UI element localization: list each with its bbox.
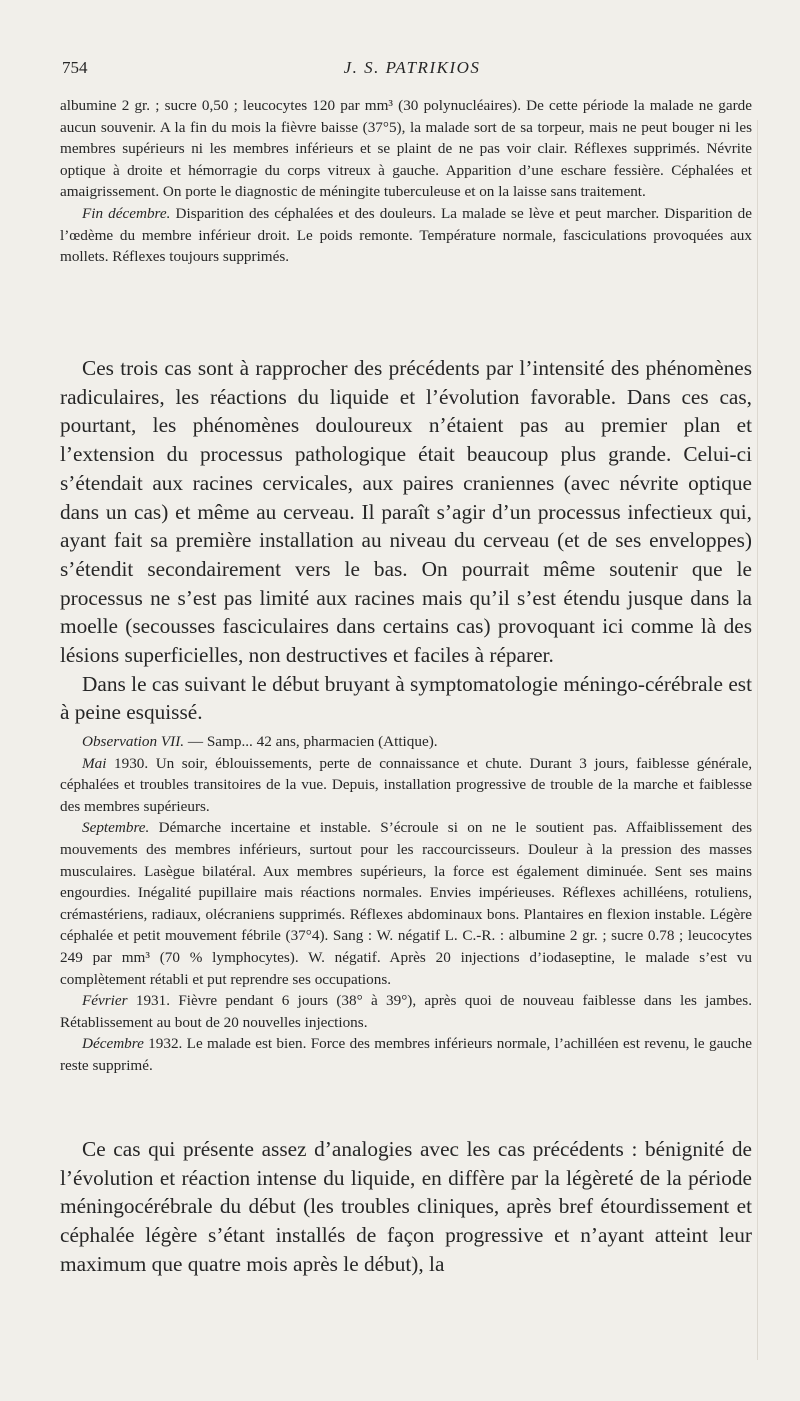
transition-paragraph: Dans le cas suivant le début bruyant à symptomatologie méningo-cérébrale est à peine esquissé. xyxy=(60,671,752,725)
observation-heading xyxy=(60,731,752,753)
paragraph-text: — Samp... 42 ans, pharmacien (Attique). xyxy=(184,733,438,750)
paragraph-text: 1931. Fièvre pendant 6 jours (38° à 39°), après quoi de nouveau faiblesse dans les jambes. Rétablissement au bout de 20 nouvelles injections. xyxy=(60,992,752,1031)
date-lead: Septembre. xyxy=(82,819,150,837)
observation-vii xyxy=(60,731,752,1077)
paragraph-text: Disparition des céphalées et des douleurs. La malade se lève et peut marcher. Disparition de l’œdème du membre inférieur droit. Le poids remonte. Température normale, fasciculations provoquées aux mollets. Réflexes toujours supprimés. xyxy=(60,204,752,266)
observation-entry-decembre xyxy=(60,1033,752,1076)
paragraph-text: Démarche incertaine et instable. S’écroule si on ne le soutient pas. Affaiblissement des mouvements des membres inférieurs, surtout pour les raccourcisseurs. Douleur à la pression des masses musculaires. Lasègue bilatéral. Aux membres supérieurs, la force est également diminuée. Sent ses mains engourdies. Inégalité pupillaire mais réactions normales. Envies impérieuses. Réflexes achilléens, rotuliens, crémastériens, radiaux, olécraniens supprimés. Réflexes abdominaux bons. Plantaires en flexion instable. Légère céphalée et petit mouvement fébrile (37°4). Sang : W. négatif L. C.-R. : albumine 2 gr. ; sucre 0.78 ; leucocytes 249 par mm³ (70 % lymphocytes). W. négatif. Après 20 injections d’iodaseptine, le malade s’est vu complètement rétabli et put reprendre ses occupations. xyxy=(60,819,752,988)
closing-discussion xyxy=(60,1135,752,1279)
case-paragraph: albumine 2 gr. ; sucre 0,50 ; leucocytes 120 par mm³ (30 polynucléaires). De cette période la malade ne garde aucun souvenir. A la fin du mois la fièvre baisse (37°5), la malade sort de sa torpeur, mais ne peut bouger ni les membres supérieurs ni les membres inférieurs et se plaint de ne pas voir clair. Réflexes supprimés. Névrite optique à droite et hémorragie du corps vitreux à gauche. Apparition d’une eschare fessière. Céphalées et amaigrissement. On porte le diagnostic de méningite tuberculeuse et on la laisse sans traitement. xyxy=(60,97,752,201)
paragraph-text: 1930. Un soir, éblouissements, perte de connaissance et chute. Durant 3 jours, faiblesse générale, céphalées et troubles transitoires de la vue. Depuis, installation progressive de trouble de la marche et faiblesse des membres supérieurs. xyxy=(60,754,752,815)
date-lead: Fin décembre. xyxy=(82,204,171,222)
date-lead: Février xyxy=(82,992,128,1010)
closing-paragraph: Ce cas qui présente assez d’analogies avec les cas précédents : bénignité de l’évolution et réaction intense du liquide, en diffère par la légèreté de la période méningocérébrale du début (les troubles cliniques, après bref étourdissement et céphalée légère s’étant installés de façon progressive et n’ayant atteint leur maximum que quatre mois après le début), la xyxy=(60,1137,752,1276)
observation-entry-fevrier xyxy=(60,990,752,1033)
running-title: J. S. PATRIKIOS xyxy=(343,58,481,77)
discussion-paragraph: Ces trois cas sont à rapprocher des précédents par l’intensité des phénomènes radiculaires, les réactions du liquide et l’évolution favorable. Dans ces cas, pourtant, les phénomènes douloureux n’étaient pas au premier plan et l’extension du processus pathologique était beaucoup plus grande. Celui-ci s’étendait aux racines cervicales, aux paires craniennes (avec névrite optique dans un cas) et même au cerveau. Il paraît s’agir d’un processus infectieux qui, ayant fait sa première installation au niveau du cerveau (et de ses enveloppes) s’étendit secondairement vers le bas. On pourrait même soutenir que le processus ne s’est pas limité aux racines mais qu’il s’est étendu jusque dans la moelle (secousses fasciculaires dans certains cas) provoquant ici comme là des lésions superficielles, non destructives et faciles à réparer. xyxy=(60,356,752,668)
date-lead: Décembre xyxy=(82,1035,144,1053)
date-lead: Mai xyxy=(82,754,107,772)
page-number: 754 xyxy=(62,58,88,77)
case-paragraph-fin-decembre xyxy=(60,203,752,268)
observation-title: Observation VII. xyxy=(82,733,185,750)
page-edge-line xyxy=(757,120,758,1360)
page-header xyxy=(62,58,762,84)
observation-entry-mai xyxy=(60,753,752,818)
discussion-text xyxy=(60,354,752,727)
observation-entry-septembre xyxy=(60,817,752,990)
case-notes-continued xyxy=(60,95,752,268)
paragraph-text: 1932. Le malade est bien. Force des membres inférieurs normale, l’achilléen est revenu, le gauche reste supprimé. xyxy=(60,1035,752,1074)
